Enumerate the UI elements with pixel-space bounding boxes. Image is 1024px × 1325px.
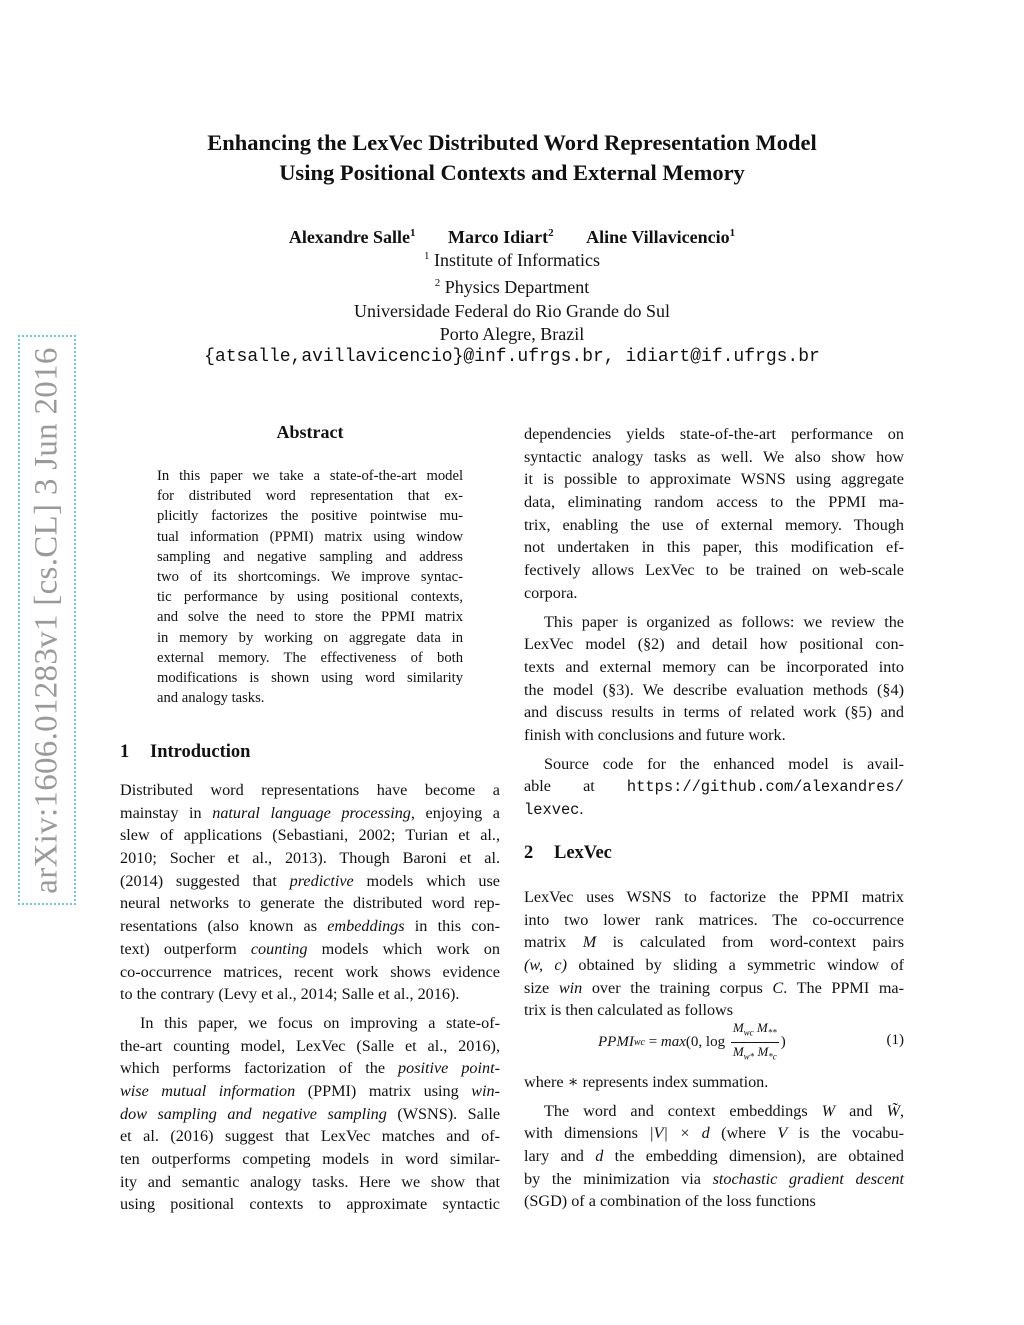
paragraph-line: lexvec. xyxy=(524,800,584,819)
paragraph-line: the-art counting model, LexVec (Salle et al., 2016), xyxy=(120,1036,500,1055)
paragraph-line: wise mutual information (PPMI) matrix using win- xyxy=(120,1081,500,1100)
paragraph-line: The word and context embeddings W and W̃, xyxy=(544,1101,904,1120)
paragraph-line: data, eliminating random access to the PPMI ma- xyxy=(524,493,904,512)
paragraph-line: syntactic analogy tasks as well. We also show how xyxy=(524,447,904,466)
abstract-body xyxy=(157,466,463,708)
paragraph-line: slew of applications (Sebastiani, 2002; Turian et al., xyxy=(120,826,500,845)
paragraph-line: dependencies yields state-of-the-art performance on xyxy=(524,425,904,443)
paragraph-line: mainstay in natural language processing, enjoying a xyxy=(120,803,500,822)
paragraph-line: not undertaken in this paper, this modification ef- xyxy=(524,538,904,557)
affiliation-1: $^1$ Institute of Informatics xyxy=(424,250,600,270)
paragraph-line: In this paper, we focus on improving a state-of- xyxy=(140,1013,500,1032)
paragraph-line: fectively allows LexVec to be trained on web-scale xyxy=(524,561,904,580)
paragraph-line: it is possible to approximate WSNS using aggregate xyxy=(524,470,904,489)
paragraph-line: lary and d the embedding dimension), are obtained xyxy=(524,1147,904,1166)
abstract-line: modifications is shown using word similarity xyxy=(157,669,463,686)
paragraph-line: dow sampling and negative sampling (WSNS). Salle xyxy=(120,1104,500,1123)
paragraph-line: to the contrary (Levy et al., 2014; Salle et al., 2016). xyxy=(120,985,460,1004)
section-2-heading: 2 LexVec xyxy=(524,843,612,863)
arxiv-stamp-text: arXiv:1606.01283v1 [cs.CL] 3 Jun 2016 xyxy=(28,346,65,894)
paragraph-line: and discuss results in terms of related work (§5) and xyxy=(524,703,904,722)
source-code-link-cont[interactable]: lexvec xyxy=(524,801,580,819)
equation-fraction: $\frac{M_{wc} M_{**}}{M_{w*} M_{*c}}$ xyxy=(732,1019,777,1062)
equation-1 xyxy=(524,1021,904,1063)
abstract-line: external memory. The effectiveness of both xyxy=(157,649,463,666)
paragraph-line: trix is then calculated as follows xyxy=(524,1001,734,1020)
abstract-line: for distributed word representation that ex- xyxy=(157,488,463,505)
paragraph-line: which performs factorization of the positive point- xyxy=(120,1059,501,1078)
paragraph-line: This paper is organized as follows: we review the xyxy=(544,612,904,631)
university: Universidade Federal do Rio Grande do Sul xyxy=(354,300,670,321)
author-1: Alexandre Salle$^1$ xyxy=(288,227,416,247)
paragraph-line: Source code for the enhanced model is avail- xyxy=(544,754,904,773)
paper-title xyxy=(120,128,904,188)
lexvec-body xyxy=(524,886,904,1022)
paragraph-line: matrix M is calculated from word-context pairs xyxy=(524,933,904,952)
equation-body: PPMI wc = max (0, log $\frac{M_{wc} M_{**}}{M_{w*} M_{*c}}$ ) xyxy=(598,1021,786,1063)
right-column-intro xyxy=(524,423,904,821)
section-1-heading: 1 Introduction xyxy=(120,742,251,762)
author-2: Marco Idiart$^2$ xyxy=(448,227,554,247)
paragraph-line: the model (§3). We describe evaluation methods (§4) xyxy=(524,680,904,699)
paragraph-line: text) outperform counting models which work on xyxy=(120,939,500,958)
source-code-link[interactable]: https://github.com/alexandres/ xyxy=(626,778,904,797)
paragraph-line: corpora. xyxy=(524,583,578,602)
paragraph-line: by the minimization via stochastic gradient descent xyxy=(524,1169,904,1188)
paragraph-line: co-occurrence matrices, recent work shows evidence xyxy=(120,962,500,981)
arxiv-stamp xyxy=(18,335,76,905)
title-line-2: Using Positional Contexts and External Memory xyxy=(279,160,745,185)
paragraph-line: (w, c) obtained by sliding a symmetric window of xyxy=(524,956,904,975)
abstract-line: sampling and negative sampling and address xyxy=(157,548,463,565)
paragraph-line: neural networks to generate the distributed word rep- xyxy=(120,894,500,913)
paragraph-line: Distributed word representations have become a xyxy=(120,781,500,799)
paragraph-line: ten outperforms competing models in word similar- xyxy=(120,1150,500,1168)
paragraph-line: LexVec model (§2) and detail how positional con- xyxy=(524,635,904,654)
abstract-heading: Abstract xyxy=(276,422,344,442)
paragraph-line: able at https://github.com/alexandres/ xyxy=(524,777,904,797)
email-addresses: {atsalle,avillavicencio}@inf.ufrgs.br, idiart@if.ufrgs.br xyxy=(204,347,820,368)
paragraph-line: with dimensions |V| × d (where V is the vocabu- xyxy=(524,1124,904,1143)
abstract-line: plicitly factorizes the positive pointwise mu- xyxy=(157,508,463,525)
paragraph-line: where ∗ represents index summation. xyxy=(524,1073,769,1091)
abstract-line: and solve the need to store the PPMI matrix xyxy=(157,609,463,626)
paragraph-line: size win over the training corpus C. The PPMI ma- xyxy=(524,978,905,997)
introduction-body xyxy=(120,779,500,1216)
paragraph-line: trix, enabling the use of external memory. Though xyxy=(524,515,904,534)
paragraph-line: into two lower rank matrices. The co-occurrence xyxy=(524,910,904,929)
paragraph-line: finish with conclusions and future work. xyxy=(524,725,786,744)
abstract-line: tual information (PPMI) matrix using window xyxy=(157,528,463,545)
paragraph-line: et al. (2016) suggest that LexVec matches and of- xyxy=(120,1127,500,1146)
city: Porto Alegre, Brazil xyxy=(439,323,585,344)
paragraph-line: 2010; Socher et al., 2013). Though Baroni et al. xyxy=(120,849,500,868)
abstract-line: in memory by working on aggregate data in xyxy=(157,629,463,646)
paragraph-line: texts and external memory can be incorporated into xyxy=(524,657,904,676)
paragraph-line: ity and semantic analogy tasks. Here we show that xyxy=(120,1172,500,1191)
abstract-line: and analogy tasks. xyxy=(157,690,265,707)
affiliations xyxy=(120,245,904,369)
lexvec-body-cont xyxy=(524,1071,904,1213)
author-3: Aline Villavicencio$^1$ xyxy=(586,227,736,247)
affiliation-2: $^2$ Physics Department xyxy=(434,277,590,298)
abstract-line: two of its shortcomings. We improve syntac- xyxy=(157,568,463,585)
paragraph-line: (2014) suggested that predictive models which use xyxy=(120,871,500,890)
equation-number: (1) xyxy=(886,1032,904,1048)
paragraph-line: resentations (also known as embeddings in this con- xyxy=(120,917,500,936)
paragraph-line: (SGD) of a combination of the loss functions xyxy=(524,1192,816,1211)
paragraph-line: using positional contexts to approximate syntactic xyxy=(120,1195,500,1214)
abstract-line: tic performance by using positional contexts, xyxy=(157,589,463,606)
title-line-1: Enhancing the LexVec Distributed Word Representation Model xyxy=(207,130,817,155)
abstract-line: In this paper we take a state-of-the-art model xyxy=(157,468,463,484)
paragraph-line: LexVec uses WSNS to factorize the PPMI matrix xyxy=(524,888,904,906)
